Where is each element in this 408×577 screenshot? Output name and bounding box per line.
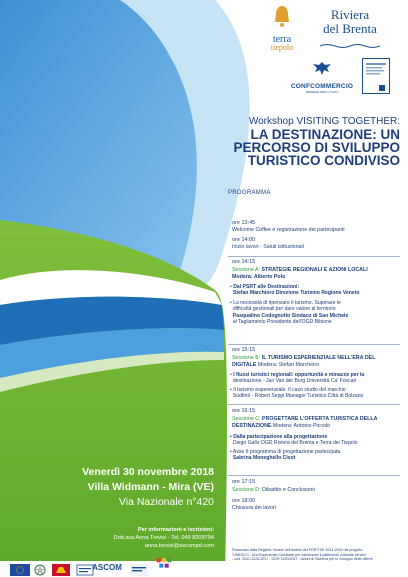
talk-speaker: Sabrina Moneghello Cisot (232, 455, 296, 462)
riviera-del-brenta-logo (315, 8, 385, 54)
confcommercio-sub: IMPRESE PER L'ITALIA (305, 90, 339, 94)
info-heading: Per informazioni e iscrizioni: (137, 527, 214, 533)
divider (228, 475, 400, 476)
box-logo-graphic (363, 59, 389, 93)
moderator-name: Modera: Stefan Marchioro (257, 362, 320, 368)
session-c-title-cont (232, 423, 330, 430)
footer-logos (0, 561, 408, 577)
talk-title: Asse II programma di progettazione partecipata (232, 449, 341, 455)
veneto-lion-icon (52, 564, 70, 576)
ascom-logo (88, 557, 126, 573)
time-slot: ore 18:00 (232, 498, 256, 504)
ascom-name: ASCOM (92, 563, 122, 572)
session-d-title (232, 487, 315, 494)
session-label: Sessione D: (232, 487, 261, 493)
time-slot: ore 16:15 (232, 408, 256, 414)
time-slot: ore 13:45 (232, 220, 256, 226)
session-b-title-cont (232, 362, 319, 369)
title-line: LA DESTINAZIONE: UN (250, 127, 400, 142)
event-address: Via Nazionale n°420 (118, 496, 214, 508)
eagle-icon (311, 60, 333, 76)
agenda-item: Chiusura dei lavori (232, 505, 276, 511)
info-email[interactable]: anna.trevisi@ascompd.com (144, 543, 214, 549)
divider (228, 404, 400, 405)
list-item: • Il turismo esperienziale. Il caso studio del marchio Südtirol - Robert Seppi Manager Turistico Città di Bolzano (230, 387, 364, 400)
divider (228, 344, 400, 345)
bell-icon (272, 4, 292, 30)
terra-tiepolo-logo (262, 4, 302, 54)
terra-logo-name: terra (272, 34, 292, 45)
agenda-item: Welcome Coffee e registrazione dei partecipanti (232, 227, 345, 233)
eu-flag-icon (10, 564, 30, 576)
wave-icon (320, 43, 380, 49)
talk-title: I flussi turistici regionali: opportunità e minacce per la (233, 372, 365, 378)
funding-line: Finanziato dalla Regione Veneto nell'ambito del POR FSE 2014-2020 nel progetto (232, 548, 363, 552)
title-line: PERCORSO DI SVILUPPO (233, 140, 400, 155)
list-item: • Asse II programma di progettazione partecipata Sabrina Moneghello Cisot (230, 449, 341, 462)
talk-speaker: Diego Gallo OGD Riviera del Brenta e Terra dei Tiepolo (232, 440, 358, 447)
time-slot: ore 17:15 (232, 479, 256, 485)
programme-heading: PROGRAMMA (228, 190, 271, 196)
organisation-box-logo (362, 58, 390, 94)
list-item: • I flussi turistici regionali: opportunità e minacce per la destinazione - Jan Van der Borg Università Ca' Foscari (230, 372, 365, 385)
talk-speaker: Pasqualino Codognotto Sindaco di San Michele (232, 312, 349, 319)
talk-speaker-role: al Tagliamento Presidente dell'OGD Bibione (232, 318, 332, 325)
time-slot: ore 14:15 (232, 259, 256, 265)
session-moderator (232, 274, 285, 281)
session-title: PROGETTARE L'OFFERTA TURISTICA DELLA (262, 416, 378, 422)
riviera-logo-line1: Riviera (330, 7, 370, 22)
event-date: Venerdì 30 novembre 2018 (82, 466, 214, 478)
event-venue: Villa Widmann - Mira (VE) (87, 481, 214, 493)
session-label: Sessione C: (232, 416, 261, 422)
list-item: • Dal PSRT alle Destinazioni: Stefan Marchioro Direzione Turismo Regione Veneto (230, 284, 360, 297)
partner-logo-icon (130, 564, 148, 576)
session-title-cont: DESTINAZIONE (232, 423, 272, 429)
riviera-logo-line2: del Brenta (323, 21, 377, 36)
time-slot: ore 15:15 (232, 347, 256, 353)
agenda-item: Inizio lavori - Saluti istituzionali (232, 244, 304, 250)
info-contact: Dott.ssa Anna Trevisi - Tel. 049 8209794 (113, 535, 214, 541)
talk-speaker: Stefan Marchioro Direzione Turismo Regione Veneto (232, 290, 360, 297)
terra-logo-sub: tiepolo (270, 43, 294, 52)
talk-title-cont: difficoltà gestionali per dare valore al territorio (232, 306, 336, 313)
title-line: TURISTICO CONDIVISO (247, 153, 400, 168)
session-title: STRATEGIE REGIONALI E AZIONI LOCALI (261, 267, 368, 273)
list-item: • Dalla partecipazione alla progettazione Diego Gallo OGD Riviera del Brenta e Terra dei Tiepolo (230, 434, 358, 447)
talk-title: Dal PSRT alle Destinazioni: (233, 284, 300, 290)
session-label: Sessione B: (232, 355, 261, 361)
session-b-title (232, 355, 375, 362)
italy-emblem-icon (34, 564, 46, 576)
workshop-label: Workshop VISITING TOGETHER: (248, 116, 400, 127)
session-title-cont: DIGITALE (232, 362, 257, 368)
session-label: Sessione A: (232, 267, 260, 273)
funding-line: "UNESCO - Uno Esperienze Condivise per valorizzare il patrimonio culturale veneto" (232, 552, 367, 557)
talk-title: Il turismo esperienziale. Il caso studio del marchio (233, 387, 346, 393)
colorful-partner-logo-icon (152, 557, 176, 569)
talk-title: Dalla partecipazione alla progettazione (233, 434, 328, 440)
session-title: IL TURISMO ESPERIENZIALE NELL'ERA DEL (261, 355, 376, 361)
confcommercio-logo (287, 60, 357, 94)
talk-speaker: destinazione - Jan Van der Borg Università Ca' Foscari (232, 378, 357, 385)
confcommercio-name: CONFCOMMERCIO (290, 83, 354, 90)
event-title (215, 128, 400, 167)
divider (228, 256, 400, 257)
session-title: Dibattito e Conclusioni (262, 487, 315, 493)
talk-speaker: Südtirol - Robert Seppi Manager Turistico Città di Bolzano (232, 393, 364, 400)
talk-title: La necessità di ripensare il turismo. Superare le (233, 300, 341, 306)
list-item: • La necessità di ripensare il turismo. Superare le difficoltà gestionali per dare valore al territorio Pasqualino Codognotto Sindaco di San Michele al Tagliamento Presidente dell'OGD Bibione (230, 300, 349, 325)
moderator-name: Modera: Antonio Piccolo (272, 423, 331, 429)
session-a-title (232, 267, 368, 274)
session-c-title (232, 416, 377, 423)
funding-line: - cod. 3541-1220-2017 - DGR 1220/2017 - Azioni di Sistema per lo Sviluppo delle offerte (232, 557, 373, 562)
moderator-name: Modera: Alberto Polo (232, 274, 286, 280)
time-slot: ore 14:00 (232, 237, 256, 243)
